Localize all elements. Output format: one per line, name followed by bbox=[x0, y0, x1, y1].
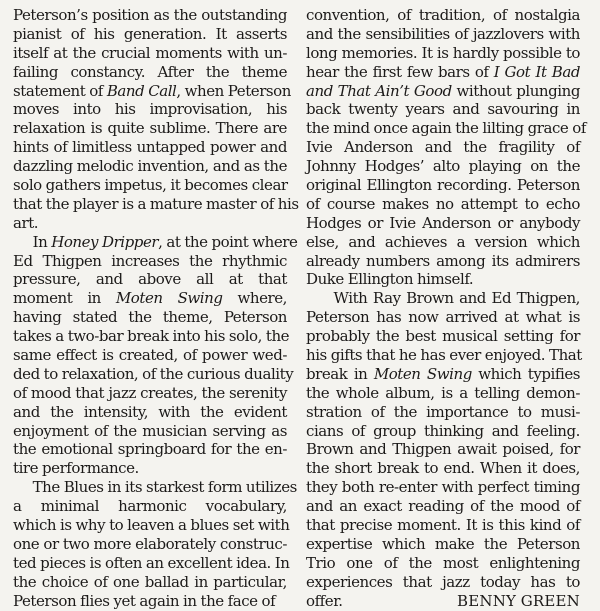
closing-word: offer. bbox=[306, 591, 343, 610]
text-line bbox=[306, 573, 580, 592]
text-run: Peterson’s position as the outstanding bbox=[13, 6, 287, 24]
text-line bbox=[13, 346, 287, 365]
text-line bbox=[13, 384, 287, 403]
text-line bbox=[13, 194, 299, 214]
text-line bbox=[306, 138, 580, 157]
text-line bbox=[13, 138, 287, 157]
text-line bbox=[306, 478, 580, 497]
text-line bbox=[13, 535, 287, 554]
text-run: the mind once again the lilting grace of bbox=[306, 119, 586, 138]
text-run: Hodges or Ivie Anderson or anybody bbox=[306, 213, 580, 232]
title-italic: Moten Swing bbox=[115, 289, 223, 308]
text-run: Peterson flies yet again in the face of bbox=[13, 591, 276, 610]
right-text-column bbox=[306, 6, 586, 611]
text-run: hear the first few bars of bbox=[306, 62, 494, 81]
text-run: moment in bbox=[13, 289, 116, 308]
text-line bbox=[306, 422, 580, 441]
text-line bbox=[306, 100, 580, 119]
text-run: The Blues in its starkest form utilizes bbox=[13, 478, 297, 497]
text-run: his gifts that he has ever enjoyed. That bbox=[306, 346, 582, 365]
text-line bbox=[306, 497, 580, 516]
text-line bbox=[13, 403, 287, 422]
text-line bbox=[306, 308, 580, 327]
title-italic: and That Ain’t Good bbox=[306, 81, 452, 100]
text-run: one or two more elaborately construc- bbox=[13, 534, 287, 553]
text-line bbox=[13, 100, 287, 119]
text-run: long memories. It is hardly possible to bbox=[306, 43, 580, 62]
text-line bbox=[306, 403, 580, 422]
text-line bbox=[13, 214, 287, 233]
text-run: a minimal harmonic vocabulary, bbox=[13, 497, 287, 516]
text-run: cians of group thinking and feeling. bbox=[306, 421, 580, 440]
text-line bbox=[13, 25, 287, 44]
text-run: Duke Ellington himself. bbox=[306, 270, 474, 289]
text-line bbox=[306, 346, 580, 365]
text-line bbox=[13, 573, 287, 592]
text-run: tire performance. bbox=[13, 459, 139, 478]
text-run: convention, of tradition, of nostalgia bbox=[306, 6, 580, 24]
text-run: break in bbox=[306, 364, 374, 383]
text-line bbox=[306, 63, 580, 82]
text-line bbox=[306, 270, 580, 289]
text-line bbox=[13, 252, 287, 271]
text-line bbox=[306, 327, 580, 346]
title-italic: Honey Dripper bbox=[51, 232, 159, 251]
text-run: where, bbox=[222, 289, 287, 308]
text-run: they both re-enter with perfect timing bbox=[306, 478, 580, 497]
text-run: Brown and Thigpen await poised, for bbox=[306, 440, 580, 459]
text-run: moves into his improvisation, his bbox=[13, 100, 287, 119]
text-run: Trio one of the most enlightening bbox=[306, 553, 580, 572]
text-line bbox=[306, 157, 580, 176]
text-line bbox=[306, 214, 580, 233]
text-line bbox=[13, 270, 287, 289]
text-run: of mood that jazz creates, the serenity bbox=[13, 383, 287, 402]
text-run: stration of the importance to musi- bbox=[306, 402, 580, 421]
text-run: experiences that jazz today has to bbox=[306, 572, 580, 591]
closing-line bbox=[306, 592, 580, 611]
text-line bbox=[13, 364, 294, 384]
text-run: , at the point where bbox=[158, 232, 298, 251]
text-run: Ed Thigpen increases the rhythmic bbox=[13, 251, 287, 270]
text-line bbox=[13, 157, 287, 176]
text-line bbox=[13, 81, 291, 101]
text-run: , when Peterson bbox=[176, 81, 291, 100]
text-run: With Ray Brown and Ed Thigpen, bbox=[306, 289, 580, 308]
text-run: original Ellington recording. Peterson bbox=[306, 176, 580, 195]
text-line bbox=[13, 289, 287, 308]
text-line bbox=[306, 6, 580, 25]
text-run: In bbox=[13, 232, 52, 251]
text-line bbox=[13, 422, 287, 441]
text-line bbox=[13, 553, 290, 573]
text-run: failing constancy. After the theme bbox=[13, 62, 287, 81]
text-run: and an exact reading of the mood of bbox=[306, 497, 580, 516]
text-run: takes a two-bar break into his solo, the bbox=[13, 327, 290, 346]
text-line bbox=[306, 365, 580, 384]
text-run: hints of limitless untapped power and bbox=[13, 138, 287, 157]
text-line bbox=[13, 592, 287, 611]
text-line bbox=[306, 82, 580, 101]
text-run: and the sensibilities of jazzlovers with bbox=[306, 24, 580, 43]
text-run: else, and achieves a version which bbox=[306, 232, 580, 251]
text-line bbox=[306, 535, 580, 554]
text-line bbox=[13, 63, 287, 82]
text-line bbox=[306, 44, 580, 63]
text-line bbox=[306, 554, 580, 573]
text-line bbox=[306, 195, 580, 214]
text-line bbox=[306, 289, 580, 308]
text-run: expertise which make the Peterson bbox=[306, 534, 580, 553]
text-run: the emotional springboard for the en- bbox=[13, 440, 287, 459]
text-run: that precise moment. It is this kind of bbox=[306, 516, 580, 535]
text-run: enjoyment of the musician serving as bbox=[13, 421, 287, 440]
text-line bbox=[306, 384, 580, 403]
text-run: which is why to leaven a blues set with bbox=[13, 516, 290, 535]
text-run: the choice of one ballad in particular, bbox=[13, 572, 287, 591]
text-run: probably the best musical setting for bbox=[306, 327, 580, 346]
text-line bbox=[306, 252, 580, 271]
text-run: Peterson has now arrived at what is bbox=[306, 308, 580, 327]
text-run: pianist of his generation. It asserts bbox=[13, 24, 287, 43]
text-line bbox=[13, 232, 298, 252]
text-run: solo gathers impetus, it becomes clear bbox=[13, 176, 288, 195]
text-line bbox=[13, 119, 287, 138]
text-line bbox=[13, 459, 287, 478]
text-line bbox=[306, 119, 586, 138]
text-run: having stated the theme, Peterson bbox=[13, 308, 287, 327]
text-line bbox=[13, 440, 287, 459]
text-line bbox=[13, 327, 290, 346]
text-line bbox=[13, 176, 287, 195]
text-run: the short break to end. When it does, bbox=[306, 459, 580, 478]
text-line bbox=[306, 233, 580, 252]
text-run: dazzling melodic invention, and as the bbox=[13, 157, 287, 176]
text-run: same effect is created, of power wed- bbox=[13, 346, 287, 365]
text-line bbox=[306, 176, 580, 195]
text-run: already numbers among its admirers bbox=[306, 251, 580, 270]
text-run: without plunging bbox=[451, 81, 581, 100]
text-run: ted pieces is often an excellent idea. In bbox=[13, 553, 290, 572]
text-line bbox=[13, 308, 287, 327]
text-run: ded to relaxation, of the curious duality bbox=[13, 364, 294, 383]
text-run: which typifies bbox=[471, 364, 581, 383]
text-run: art. bbox=[13, 213, 39, 232]
title-italic: Band Call bbox=[106, 81, 177, 100]
text-run: Ivie Anderson and the fragility of bbox=[306, 138, 580, 157]
text-line bbox=[306, 440, 580, 459]
text-run: Johnny Hodges’ alto playing on the bbox=[306, 157, 580, 176]
text-line bbox=[13, 44, 287, 63]
text-run: relaxation is quite sublime. There are bbox=[13, 119, 287, 138]
text-line bbox=[306, 516, 580, 535]
text-run: pressure, and above all at that bbox=[13, 270, 287, 289]
text-run: and the intensity, with the evident bbox=[13, 402, 287, 421]
text-line bbox=[13, 478, 297, 497]
text-run: the whole album, is a telling demon- bbox=[306, 383, 580, 402]
title-italic: Moten Swing bbox=[373, 364, 472, 383]
left-text-column bbox=[13, 6, 299, 611]
text-line bbox=[13, 497, 287, 516]
author-credit: BENNY GREEN bbox=[457, 591, 580, 610]
text-line bbox=[13, 516, 290, 535]
text-line bbox=[306, 25, 580, 44]
text-run: of course makes no attempt to echo bbox=[306, 194, 580, 213]
title-italic: I Got It Bad bbox=[493, 62, 580, 81]
text-line bbox=[13, 6, 287, 25]
text-line bbox=[306, 459, 580, 478]
text-run: itself at the crucial moments with un- bbox=[13, 43, 287, 62]
text-run: statement of bbox=[13, 81, 107, 100]
text-run: that the player is a mature master of his bbox=[13, 194, 299, 213]
text-run: back twenty years and savouring in bbox=[306, 100, 580, 119]
